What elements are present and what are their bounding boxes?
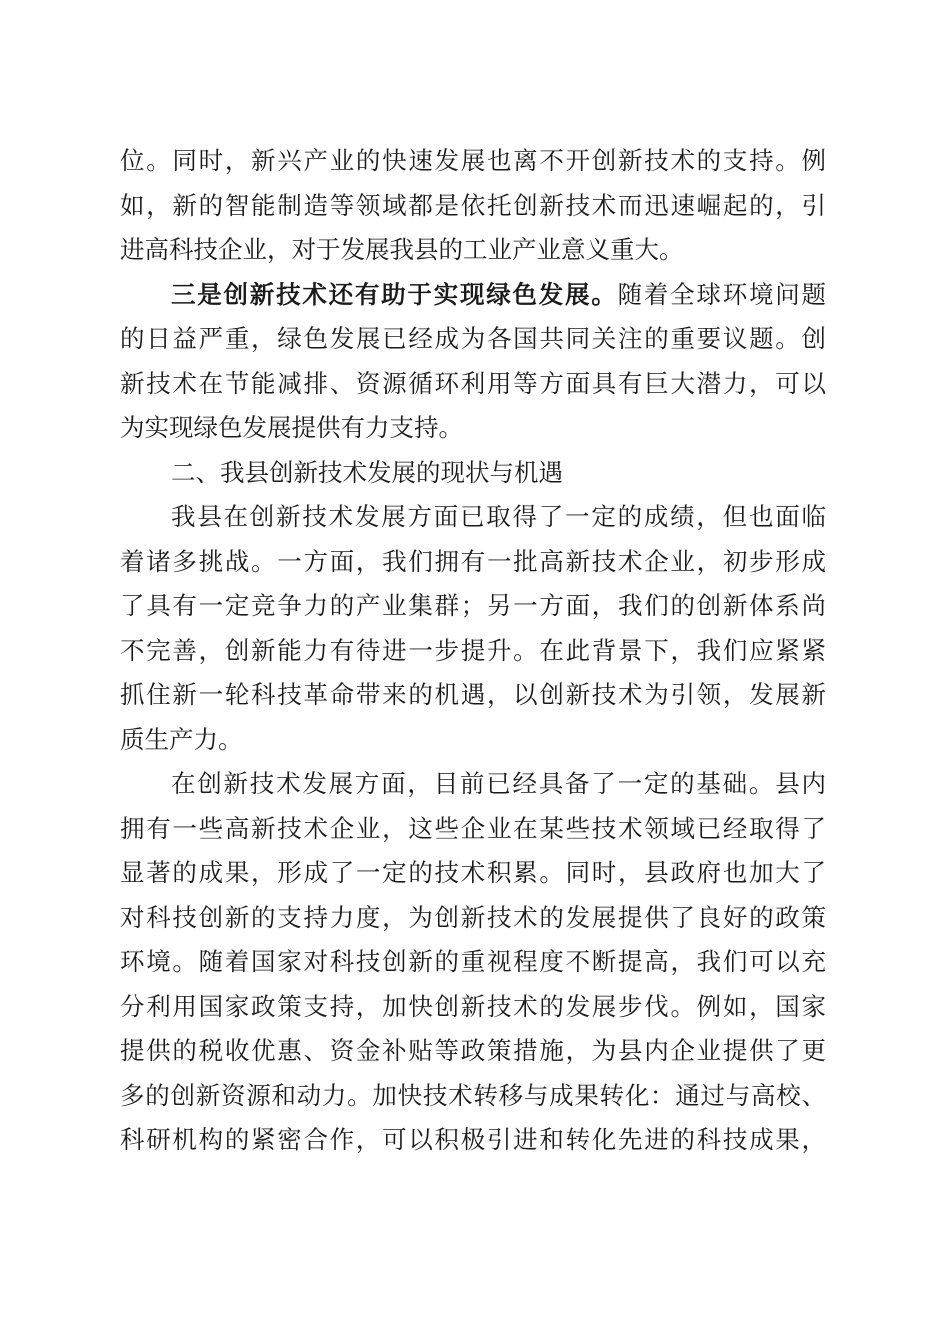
paragraph-1 [120, 139, 826, 273]
text-line: 对科技创新的支持力度，为创新技术的发展提供了良好的政策 [120, 902, 826, 932]
text-line: 质生产力。 [120, 724, 243, 754]
paragraph-3 [120, 495, 826, 762]
text-line: 不完善，创新能力有待进一步提升。在此背景下，我们应紧紧 [120, 635, 826, 665]
paragraph-2 [120, 273, 826, 451]
text-line: 的日益严重，绿色发展已经成为各国共同关注的重要议题。创 [120, 324, 826, 353]
text-line [120, 273, 826, 318]
text-line: 提供的税收优惠、资金补贴等政策措施，为县内企业提供了更 [120, 1036, 826, 1065]
text-line-rest: 随着全球环境问题 [617, 279, 827, 309]
text-line: 位。同时，新兴产业的快速发展也离不开创新技术的支持。例 [120, 146, 826, 175]
text-line: 拥有一些高新技术企业，这些企业在某些技术领域已经取得了 [120, 813, 826, 843]
text-line: 环境。随着国家对科技创新的重视程度不断提高，我们可以充 [120, 947, 826, 976]
text-line: 分利用国家政策支持，加快创新技术的发展步伐。例如，国家 [120, 991, 826, 1021]
document-page [120, 139, 826, 1163]
text-line: 我县在创新技术发展方面已取得了一定的成绩，但也面临 [171, 502, 826, 531]
text-line: 为实现绿色发展提供有力支持。 [120, 413, 463, 442]
text-line: 如，新的智能制造等领域都是依托创新技术而迅速崛起的，引 [120, 190, 826, 220]
text-line: 了具有一定竞争力的产业集群；另一方面，我们的创新体系尚 [120, 591, 826, 620]
text-line: 显著的成果，形成了一定的技术积累。同时，县政府也加大了 [120, 858, 826, 887]
text-line: 着诸多挑战。一方面，我们拥有一批高新技术企业，初步形成 [120, 546, 826, 576]
text-line: 科研机构的紧密合作，可以积极引进和转化先进的科技成果， [120, 1125, 826, 1154]
bold-lead-sentence: 三是创新技术还有助于实现绿色发展。 [171, 279, 618, 309]
section-heading: 二、我县创新技术发展的现状与机遇 [171, 457, 563, 487]
text-line: 新技术在节能减排、资源循环利用等方面具有巨大潜力，可以 [120, 368, 826, 398]
text-line: 多的创新资源和动力。加快技术转移与成果转化：通过与高校、 [120, 1080, 826, 1110]
text-line: 在创新技术发展方面，目前已经具备了一定的基础。县内 [171, 769, 826, 798]
text-line: 抓住新一轮科技革命带来的机遇，以创新技术为引领，发展新 [120, 680, 826, 709]
paragraph-4 [120, 762, 826, 1163]
text-line: 进高科技企业，对于发展我县的工业产业意义重大。 [120, 235, 684, 264]
